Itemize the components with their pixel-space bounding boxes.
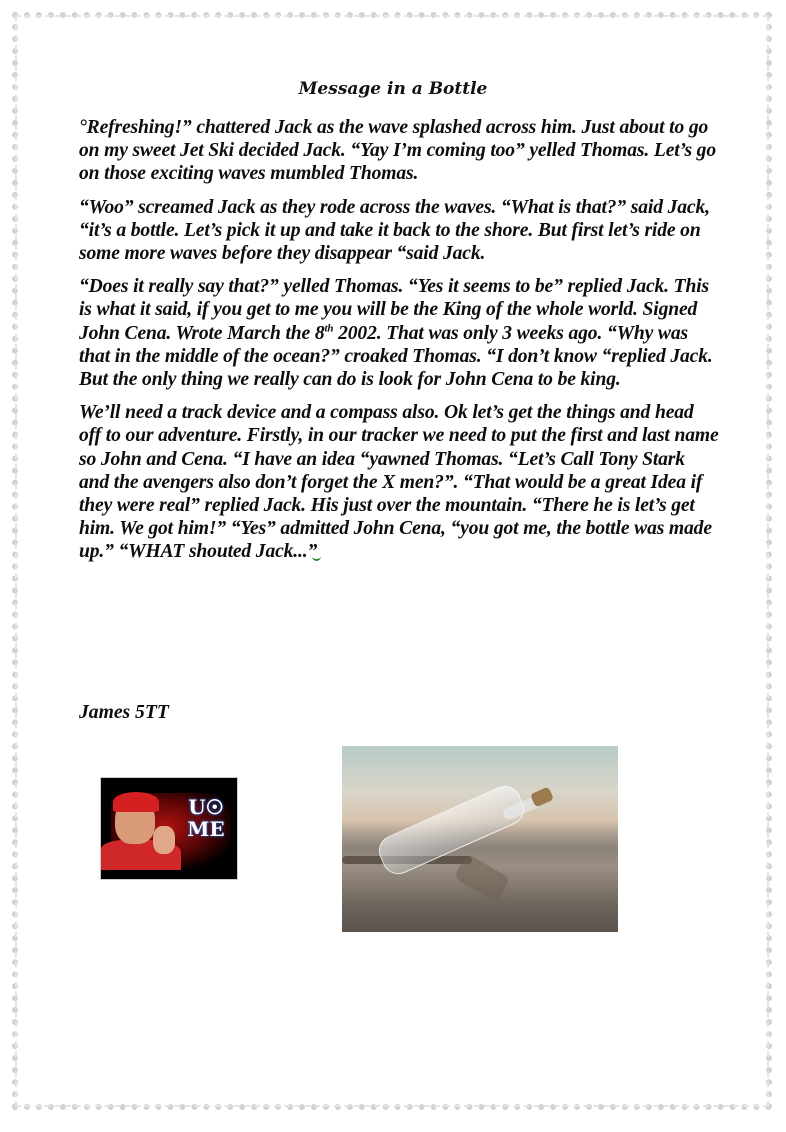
- red-cap-shape: [113, 792, 159, 812]
- message-bottle-photo: [342, 746, 618, 932]
- ordinal-superscript: th: [324, 322, 334, 335]
- bottle-reflection: [453, 853, 510, 902]
- hand-shape: [153, 826, 175, 854]
- u-me-logo: U☉ ME: [187, 795, 225, 841]
- paragraph-3-text-a: “Does it really say that?” yelled Thomas. “Yes it seems to be” replied Jack. This is what it said, if you get to me you will be the King of the whole world. Signed John Cena. Wrote March the 8: [79, 276, 710, 344]
- paragraph-4-text: We’ll need a track device and a compass also. Ok let’s get the things and head off to our adventure. Firstly, in our tracker we need to put the first and last name so John and Cena. “I have an idea “yawned Thomas. “Let’s Call Tony Stark and the avengers also don’t forget the X men?”. “That would be a great Idea if they were real” replied Jack. His just over the mountain. “There he is let’s get him. We got him!” “Yes” admitted John Cena, “you got me, the bottle was made up.” “WHAT shouted Jack...”: [79, 402, 719, 563]
- cork-icon: [530, 787, 554, 808]
- paragraph-3-text-b: 2002. That was only 3 weeks ago. “Why was that in the middle of the ocean?” croaked Thomas. “I don’t know “replied Jack. But the only thing we really can do is look for John Cena to be king.: [79, 322, 713, 391]
- document-title: Message in a Bottle: [298, 79, 488, 99]
- bottle-body-shape: [374, 781, 529, 879]
- paragraph-4: [79, 401, 719, 563]
- logo-fist-icon: ☉: [205, 795, 224, 819]
- paragraph-1: °Refreshing!” chattered Jack as the wave splashed across him. Just about to go on my sweet Jet Ski decided Jack. “Yay I’m coming too” yelled Thomas. Let’s go on those exciting waves mumbled Thomas.: [79, 117, 716, 185]
- john-cena-u-me-image: [100, 777, 238, 880]
- grammar-check-mark-icon[interactable]: [312, 553, 321, 561]
- story-body: [79, 116, 719, 574]
- paragraph-2: “Woo” screamed Jack as they rode across the waves. “What is that?” said Jack, “it’s a bottle. Let’s pick it up and take it back to the shore. But first let’s ride on some more waves before they disappear “said Jack.: [79, 196, 710, 265]
- paragraph-3: [79, 275, 719, 391]
- author-signature: James 5TT: [79, 702, 169, 723]
